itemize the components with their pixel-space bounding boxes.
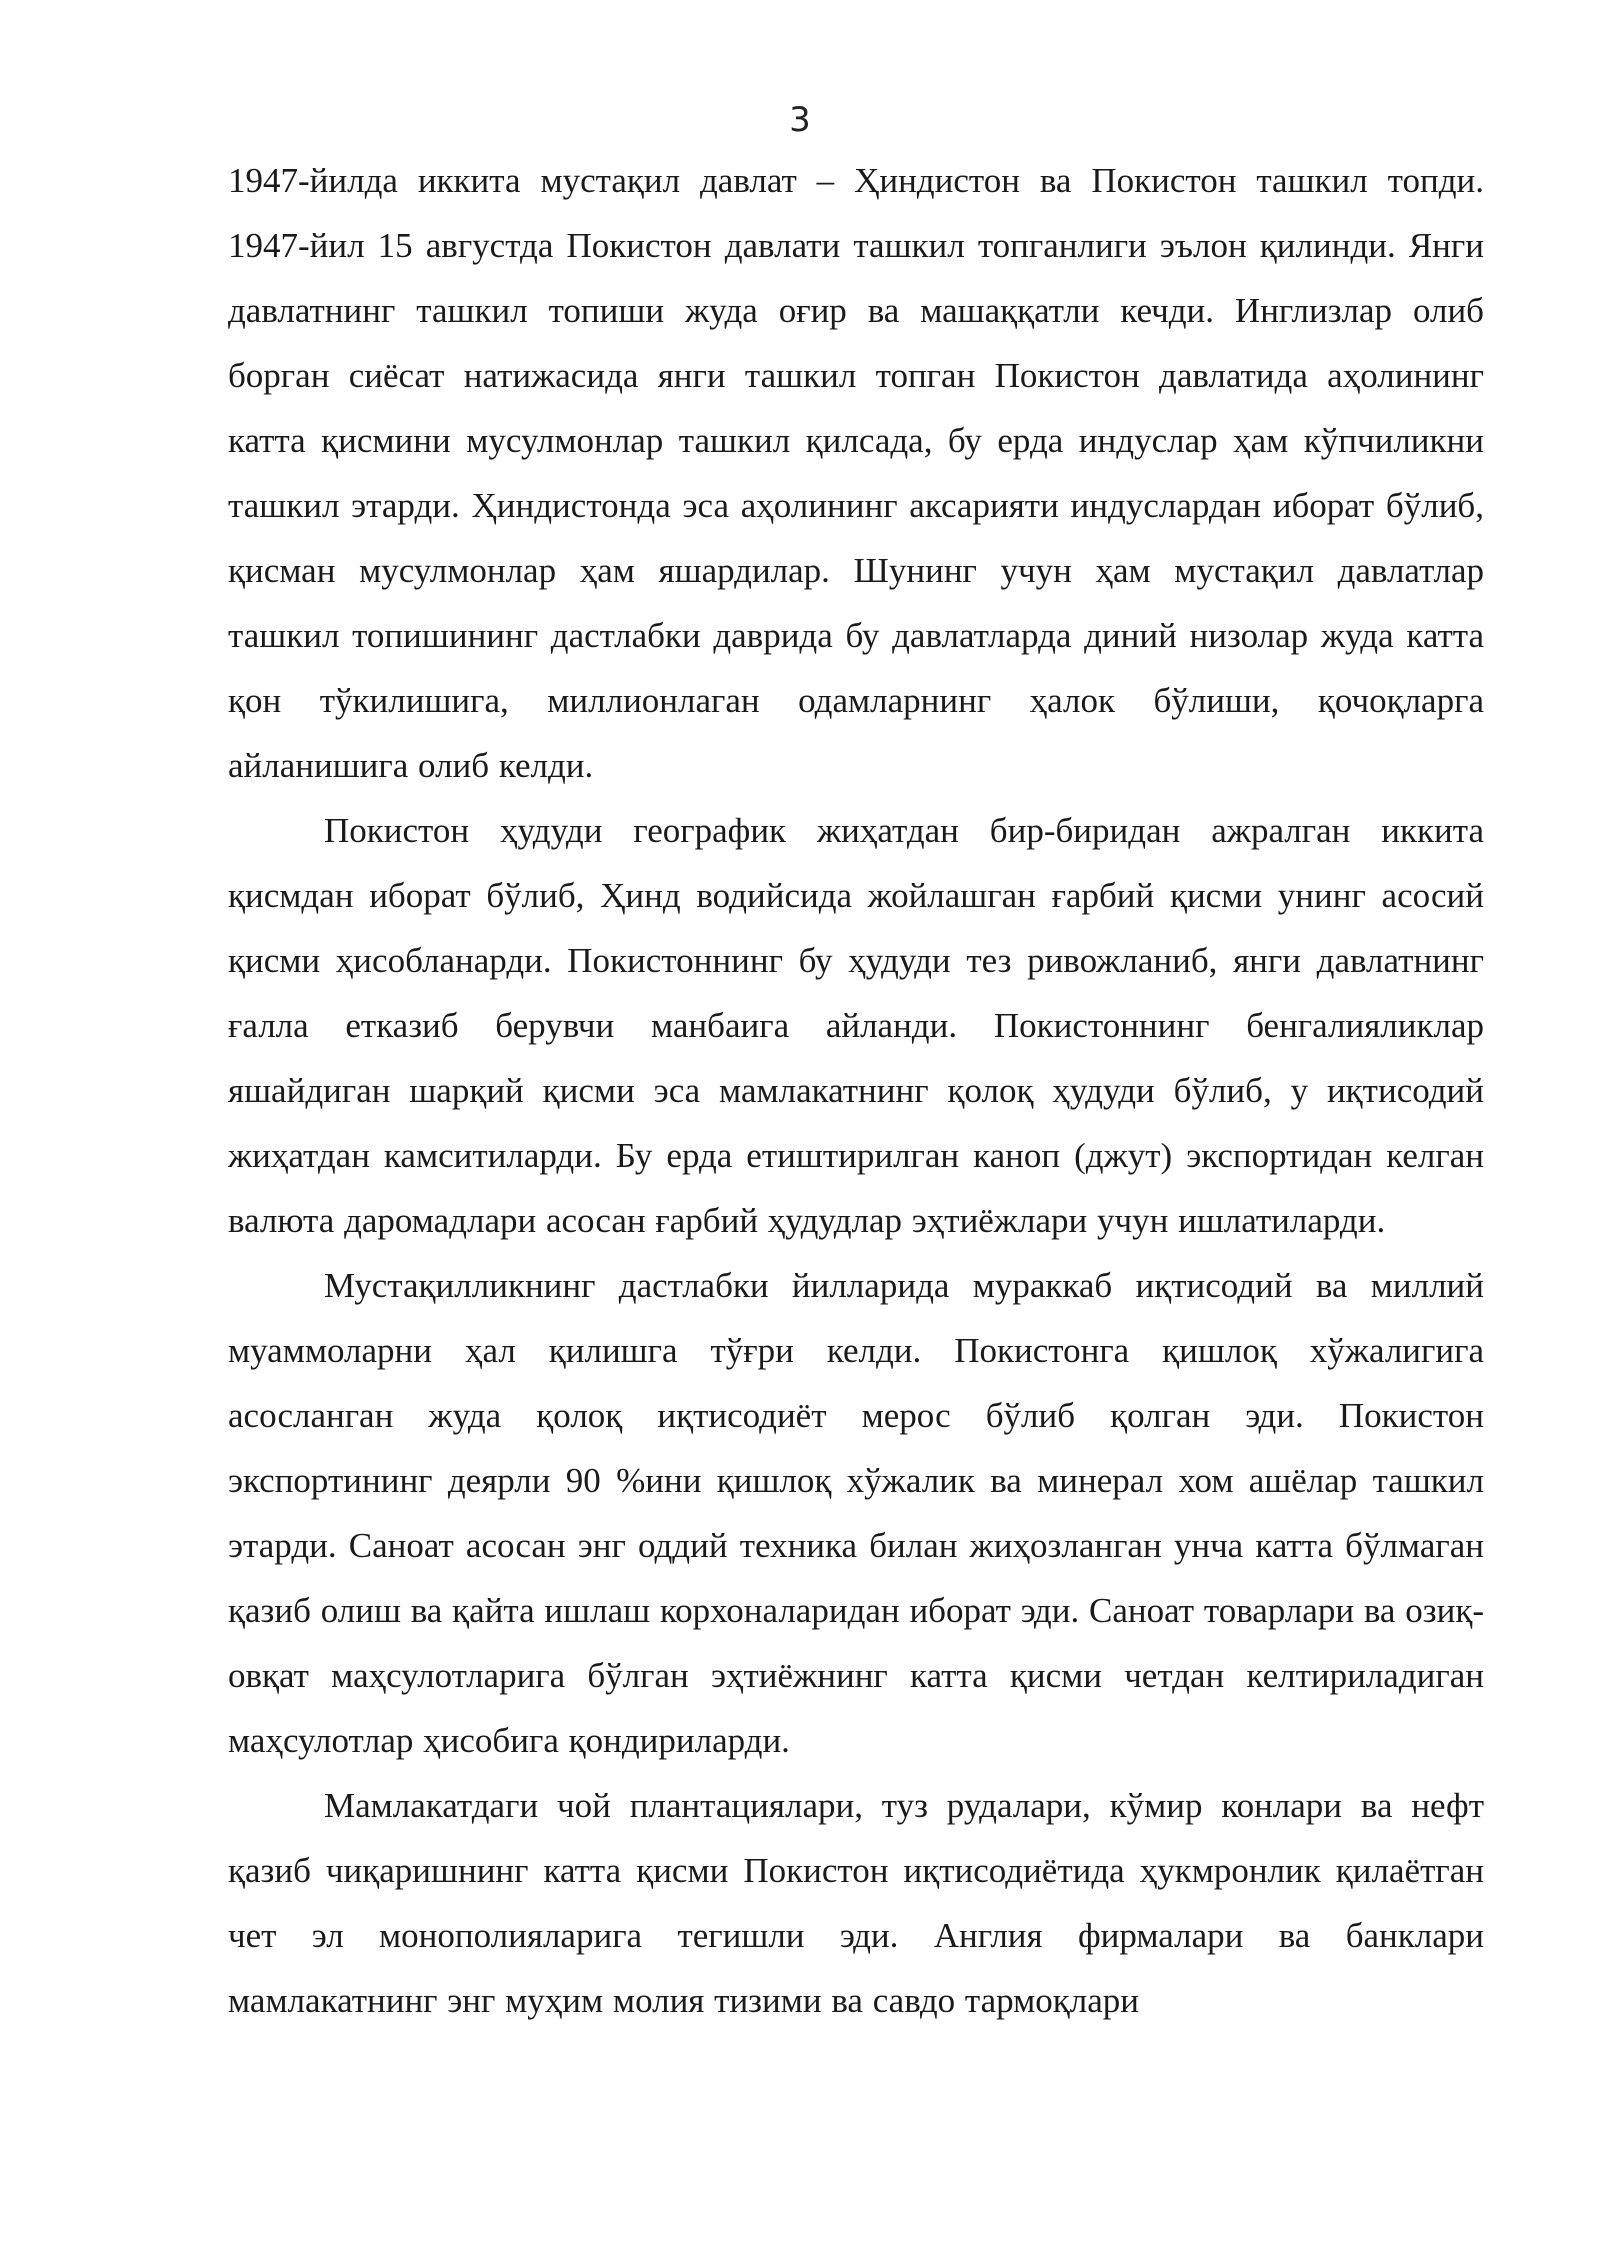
document-body	[228, 148, 1484, 2033]
paragraph-economy: Мустақилликнинг дастлабки йилларида мураккаб иқтисодий ва миллий муаммоларни ҳал қилишга тўғри келди. Покистонга қишлоқ хўжалигига асосланган жуда қолоқ иқтисодиёт мерос бўлиб қолган эди. Покистон экспортининг деярли 90 %ини қишлоқ хўжалик ва минерал хом ашёлар ташкил этарди. Саноат асосан энг оддий техника билан жиҳозланган унча катта бўлмаган қазиб олиш ва қайта ишлаш корхоналаридан иборат эди. Саноат товарлари ва озиқ-овқат маҳсулотларига бўлган эҳтиёжнинг катта қисми четдан келтириладиган маҳсулотлар ҳисобига қондириларди.	[228, 1266, 1484, 1760]
paragraph-independence: 1947-йилда иккита мустақил давлат – Ҳиндистон ва Покистон ташкил топди. 1947-йил 15 августда Покистон давлати ташкил топганлиги эълон қилинди. Янги давлатнинг ташкил топиши жуда оғир ва машаққатли кечди. Инглизлар олиб борган сиёсат натижасида янги ташкил топган Покистон давлатида аҳолининг катта қисмини мусулмонлар ташкил қилсада, бу ерда индуслар ҳам кўпчиликни ташкил этарди. Ҳиндистонда эса аҳолининг аксарияти индуслардан иборат бўлиб, қисман мусулмонлар ҳам яшардилар. Шунинг учун ҳам мустақил давлатлар ташкил топишининг дастлабки даврида бу давлатларда диний низолар жуда катта қон тўкилишига, миллионлаган одамларнинг ҳалок бўлиши, қочоқларга айланишига олиб келди.	[228, 161, 1484, 785]
paragraph-monopolies: Мамлакатдаги чой плантациялари, туз рудалари, кўмир конлари ва нефт қазиб чиқаришнинг катта қисми Покистон иқтисодиётида ҳукмронлик қилаётган чет эл монополияларига тегишли эди. Англия фирмалари ва банклари мамлакатнинг энг муҳим молия тизими ва савдо тармоқлари	[228, 1786, 1484, 2020]
paragraph-territory: Покистон ҳудуди географик жиҳатдан бир-биридан ажралган иккита қисмдан иборат бўлиб, Ҳинд водийсида жойлашган ғарбий қисми унинг асосий қисми ҳисобланарди. Покистоннинг бу ҳудуди тез ривожланиб, янги давлатнинг ғалла етказиб берувчи манбаига айланди. Покистоннинг бенгалияликлар яшайдиган шарқий қисми эса мамлакатнинг қолоқ ҳудуди бўлиб, у иқтисодий жиҳатдан камситиларди. Бу ерда етиштирилган каноп (джут) экспортидан келган валюта даромадлари асосан ғарбий ҳудудлар эҳтиёжлари учун ишлатиларди.	[228, 811, 1484, 1240]
page-number: 3	[789, 100, 811, 140]
